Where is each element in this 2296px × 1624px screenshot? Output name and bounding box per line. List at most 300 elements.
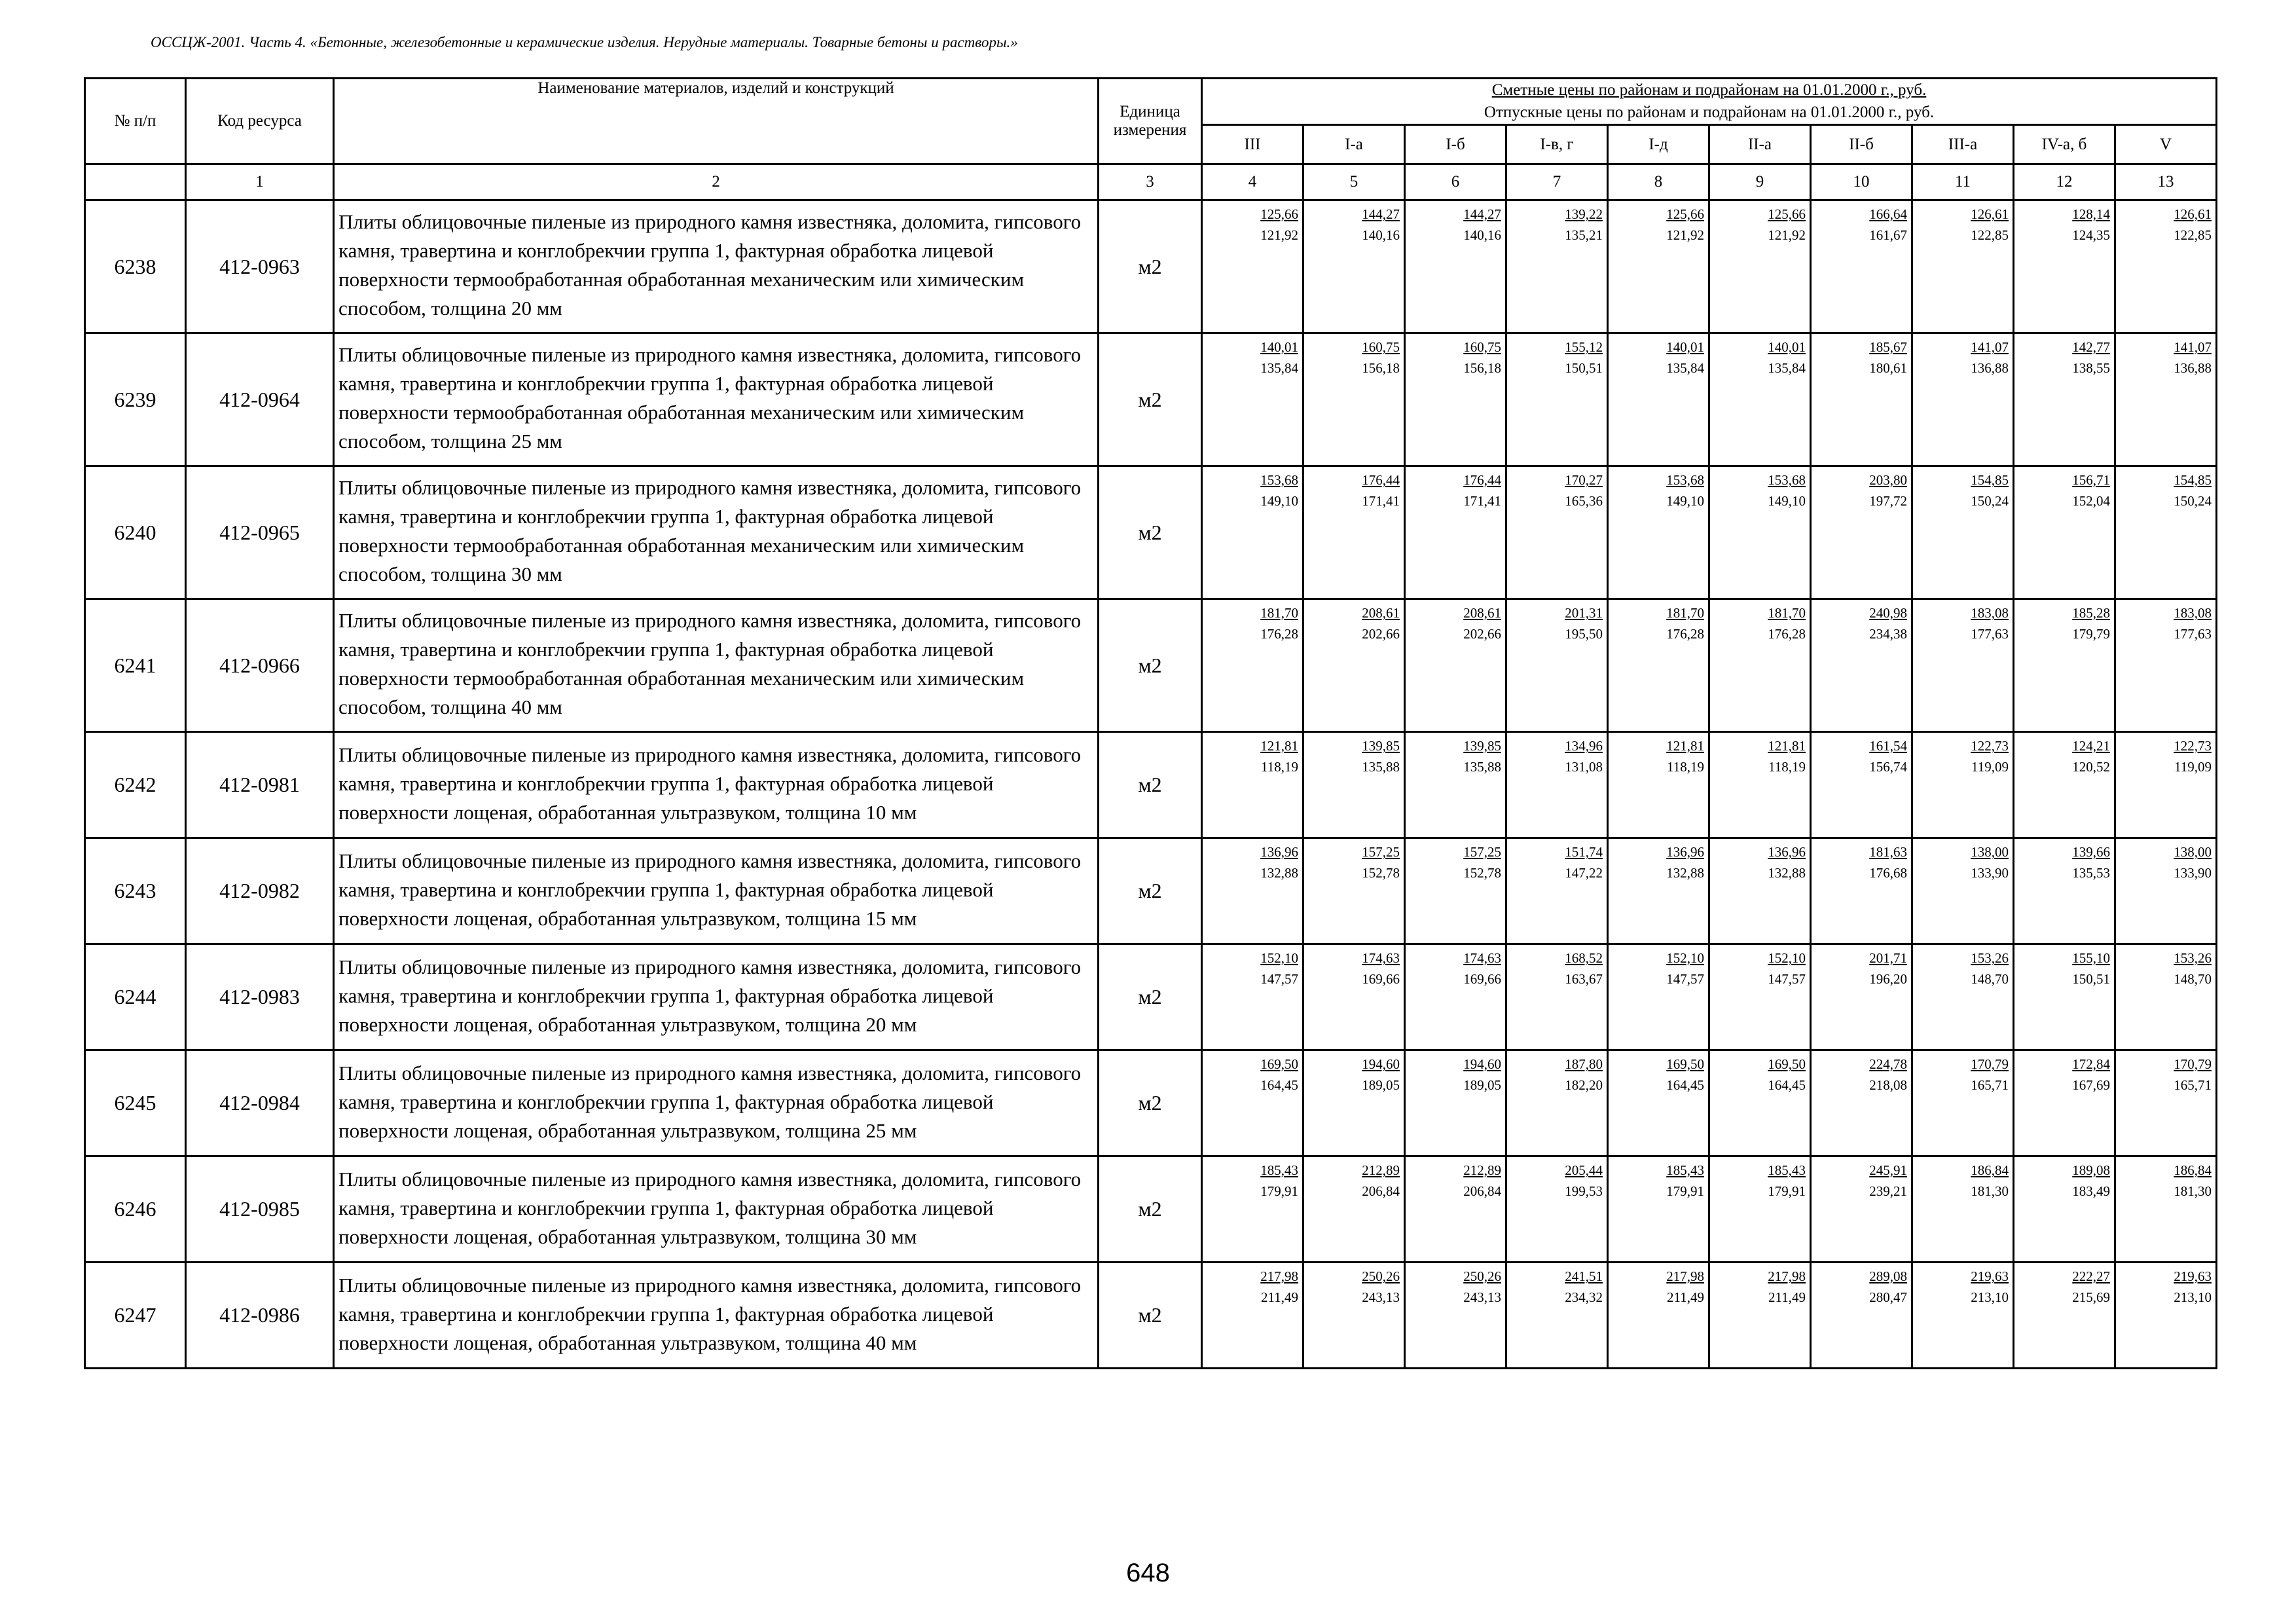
wholesale-price: 211,49 xyxy=(1261,1289,1298,1305)
wholesale-price: 156,18 xyxy=(1362,360,1400,376)
price-cell xyxy=(1912,599,2014,732)
wholesale-price: 176,28 xyxy=(1260,626,1298,642)
estimate-price: 203,80 xyxy=(1869,472,1907,488)
estimate-price: 144,27 xyxy=(1463,206,1501,222)
estimate-price: 134,96 xyxy=(1565,738,1603,754)
estimate-price: 217,98 xyxy=(1768,1268,1806,1284)
price-cell xyxy=(1405,1050,1506,1156)
material-name: Плиты облицовочные пиленые из природного камня известняка, доломита, гипсового камня, травертина и конглобрекчии группа 1, фактурная обработка лицевой поверхности термообработанная обработанная механическим или химическим способом, толщина 20 мм xyxy=(334,200,1099,333)
wholesale-price: 197,72 xyxy=(1869,493,1907,509)
wholesale-price: 176,28 xyxy=(1666,626,1704,642)
estimate-price: 183,08 xyxy=(1971,605,2009,621)
price-cell xyxy=(1303,1050,1405,1156)
price-cell xyxy=(2115,1156,2217,1263)
price-cell xyxy=(2115,200,2217,333)
wholesale-price: 131,08 xyxy=(1565,759,1603,775)
price-cell xyxy=(1912,1263,2014,1369)
price-cell xyxy=(1202,200,1303,333)
price-cell xyxy=(1811,599,1912,732)
price-cell xyxy=(1506,1156,1608,1263)
wholesale-price: 176,28 xyxy=(1768,626,1806,642)
price-cell xyxy=(2014,333,2115,466)
region-header: III xyxy=(1202,125,1303,164)
estimate-price: 201,71 xyxy=(1869,950,1907,966)
wholesale-price: 140,16 xyxy=(1362,227,1400,243)
table-row xyxy=(85,838,2217,944)
price-cell xyxy=(1303,838,1405,944)
wholesale-price: 189,05 xyxy=(1463,1077,1501,1093)
estimate-price: 157,25 xyxy=(1362,844,1400,860)
region-header: III-а xyxy=(1912,125,2014,164)
unit-of-measure: м2 xyxy=(1099,1156,1202,1263)
price-cell xyxy=(1405,333,1506,466)
column-index: 4 xyxy=(1202,164,1303,200)
wholesale-price: 211,49 xyxy=(1768,1289,1806,1305)
wholesale-price: 199,53 xyxy=(1565,1183,1603,1199)
price-cell xyxy=(1811,333,1912,466)
unit-of-measure: м2 xyxy=(1099,732,1202,838)
region-header: IV-а, б xyxy=(2014,125,2115,164)
estimate-price: 170,79 xyxy=(1971,1056,2009,1072)
price-cell xyxy=(1303,333,1405,466)
price-cell xyxy=(1608,838,1709,944)
wholesale-price: 133,90 xyxy=(1971,865,2009,881)
resource-code: 412-0984 xyxy=(186,1050,334,1156)
estimate-price: 170,79 xyxy=(2174,1056,2212,1072)
wholesale-price: 133,90 xyxy=(2174,865,2212,881)
price-cell xyxy=(1202,838,1303,944)
wholesale-price: 182,20 xyxy=(1565,1077,1603,1093)
col-header-code: Код ресурса xyxy=(186,79,334,164)
price-cell xyxy=(1811,466,1912,599)
unit-of-measure: м2 xyxy=(1099,333,1202,466)
wholesale-price: 215,69 xyxy=(2072,1289,2110,1305)
price-cell xyxy=(1709,466,1811,599)
region-header: II-б xyxy=(1811,125,1912,164)
price-cell xyxy=(1608,1050,1709,1156)
price-cell xyxy=(1405,599,1506,732)
estimate-price: 141,07 xyxy=(2174,339,2212,355)
page-number: 648 xyxy=(1126,1559,1170,1587)
price-cell xyxy=(1811,732,1912,838)
estimate-price: 155,10 xyxy=(2072,950,2110,966)
estimate-price: 222,27 xyxy=(2072,1268,2110,1284)
wholesale-price: 218,08 xyxy=(1869,1077,1907,1093)
wholesale-price: 202,66 xyxy=(1362,626,1400,642)
price-cell xyxy=(2115,333,2217,466)
wholesale-price: 118,19 xyxy=(1768,759,1806,775)
wholesale-price: 150,51 xyxy=(1565,360,1603,376)
region-header: I-а xyxy=(1303,125,1405,164)
estimate-price: 245,91 xyxy=(1869,1162,1907,1178)
row-number: 6242 xyxy=(85,732,186,838)
estimate-price: 194,60 xyxy=(1463,1056,1501,1072)
estimate-price: 125,66 xyxy=(1666,206,1704,222)
table-row xyxy=(85,1156,2217,1263)
estimate-price: 139,85 xyxy=(1463,738,1501,754)
column-index: 6 xyxy=(1405,164,1506,200)
wholesale-price: 135,84 xyxy=(1666,360,1704,376)
price-cell xyxy=(1912,732,2014,838)
wholesale-price: 179,79 xyxy=(2072,626,2110,642)
price-cell xyxy=(1303,1156,1405,1263)
wholesale-price: 132,88 xyxy=(1260,865,1298,881)
price-cell xyxy=(2014,944,2115,1050)
unit-of-measure: м2 xyxy=(1099,599,1202,732)
price-cell xyxy=(2014,599,2115,732)
price-cell xyxy=(1202,599,1303,732)
estimate-price: 181,70 xyxy=(1768,605,1806,621)
estimate-price: 205,44 xyxy=(1565,1162,1603,1178)
row-number: 6244 xyxy=(85,944,186,1050)
price-cell xyxy=(2115,1050,2217,1156)
estimate-price: 212,89 xyxy=(1463,1162,1501,1178)
wholesale-price: 181,30 xyxy=(1971,1183,2009,1199)
column-index: 13 xyxy=(2115,164,2217,200)
price-cell xyxy=(1303,200,1405,333)
wholesale-price: 189,05 xyxy=(1362,1077,1400,1093)
estimate-price: 181,70 xyxy=(1260,605,1298,621)
material-name: Плиты облицовочные пиленые из природного камня известняка, доломита, гипсового камня, травертина и конглобрекчии группа 1, фактурная обработка лицевой поверхности термообработанная обработанная механическим или химическим способом, толщина 40 мм xyxy=(334,599,1099,732)
resource-code: 412-0985 xyxy=(186,1156,334,1263)
estimate-price: 121,81 xyxy=(1666,738,1704,754)
wholesale-price: 150,24 xyxy=(2174,493,2212,509)
estimate-price: 125,66 xyxy=(1260,206,1298,222)
estimate-price: 139,22 xyxy=(1565,206,1603,222)
estimate-price: 185,43 xyxy=(1768,1162,1806,1178)
price-cell xyxy=(1709,200,1811,333)
resource-code: 412-0965 xyxy=(186,466,334,599)
price-cell xyxy=(1608,466,1709,599)
estimate-price: 141,07 xyxy=(1971,339,2009,355)
resource-code: 412-0963 xyxy=(186,200,334,333)
wholesale-price: 171,41 xyxy=(1463,493,1501,509)
price-cell xyxy=(1506,838,1608,944)
estimate-price: 217,98 xyxy=(1260,1268,1298,1284)
estimate-price: 185,28 xyxy=(2072,605,2110,621)
estimate-price: 176,44 xyxy=(1362,472,1400,488)
table-row xyxy=(85,466,2217,599)
column-index: 10 xyxy=(1811,164,1912,200)
wholesale-price: 119,09 xyxy=(2174,759,2212,775)
price-cell xyxy=(1608,333,1709,466)
row-number: 6239 xyxy=(85,333,186,466)
estimate-price: 183,08 xyxy=(2174,605,2212,621)
table-body xyxy=(85,200,2217,1369)
estimate-price: 219,63 xyxy=(2174,1268,2212,1284)
estimate-price: 152,10 xyxy=(1260,950,1298,966)
estimate-price: 121,81 xyxy=(1768,738,1806,754)
estimate-price: 160,75 xyxy=(1362,339,1400,355)
resource-code: 412-0981 xyxy=(186,732,334,838)
row-number: 6245 xyxy=(85,1050,186,1156)
estimate-price: 155,12 xyxy=(1565,339,1603,355)
resource-code: 412-0966 xyxy=(186,599,334,732)
wholesale-price: 169,66 xyxy=(1463,971,1501,987)
price-cell xyxy=(1811,838,1912,944)
estimate-price: 153,68 xyxy=(1768,472,1806,488)
unit-of-measure: м2 xyxy=(1099,1050,1202,1156)
estimate-price: 125,66 xyxy=(1768,206,1806,222)
column-index: 7 xyxy=(1506,164,1608,200)
price-cell xyxy=(1506,1050,1608,1156)
price-cell xyxy=(1811,200,1912,333)
wholesale-price: 138,55 xyxy=(2072,360,2110,376)
estimate-price: 250,26 xyxy=(1362,1268,1400,1284)
wholesale-price: 177,63 xyxy=(2174,626,2212,642)
unit-of-measure: м2 xyxy=(1099,200,1202,333)
wholesale-price: 280,47 xyxy=(1869,1289,1907,1305)
wholesale-price: 169,66 xyxy=(1362,971,1400,987)
estimate-price: 152,10 xyxy=(1768,950,1806,966)
estimate-price: 169,50 xyxy=(1666,1056,1704,1072)
price-cell xyxy=(2115,466,2217,599)
region-header: I-д xyxy=(1608,125,1709,164)
column-index: 2 xyxy=(334,164,1099,200)
estimate-price: 154,85 xyxy=(1971,472,2009,488)
price-cell xyxy=(1709,333,1811,466)
wholesale-price: 243,13 xyxy=(1463,1289,1501,1305)
estimate-price: 126,61 xyxy=(1971,206,2009,222)
column-index: 12 xyxy=(2014,164,2115,200)
column-index: 8 xyxy=(1608,164,1709,200)
price-cell xyxy=(1811,1263,1912,1369)
row-number: 6238 xyxy=(85,200,186,333)
estimate-price: 139,85 xyxy=(1362,738,1400,754)
wholesale-price: 239,21 xyxy=(1869,1183,1907,1199)
row-number: 6246 xyxy=(85,1156,186,1263)
wholesale-price: 164,45 xyxy=(1768,1077,1806,1093)
price-cell xyxy=(1405,838,1506,944)
wholesale-price: 171,41 xyxy=(1362,493,1400,509)
wholesale-price: 179,91 xyxy=(1768,1183,1806,1199)
wholesale-price: 152,78 xyxy=(1362,865,1400,881)
wholesale-price: 148,70 xyxy=(1971,971,2009,987)
price-cell xyxy=(1405,466,1506,599)
row-number: 6241 xyxy=(85,599,186,732)
estimate-price: 217,98 xyxy=(1666,1268,1704,1284)
wholesale-price: 149,10 xyxy=(1666,493,1704,509)
price-cell xyxy=(1506,200,1608,333)
estimate-price: 136,96 xyxy=(1260,844,1298,860)
wholesale-price: 121,92 xyxy=(1768,227,1806,243)
price-cell xyxy=(1709,944,1811,1050)
wholesale-price: 140,16 xyxy=(1463,227,1501,243)
price-cell xyxy=(1811,944,1912,1050)
wholesale-price: 118,19 xyxy=(1667,759,1704,775)
estimate-price: 140,01 xyxy=(1768,339,1806,355)
column-index: 9 xyxy=(1709,164,1811,200)
price-cell xyxy=(2115,838,2217,944)
wholesale-price: 135,84 xyxy=(1260,360,1298,376)
material-name: Плиты облицовочные пиленые из природного камня известняка, доломита, гипсового камня, травертина и конглобрекчии группа 1, фактурная обработка лицевой поверхности лощеная, обработанная ультразвуком, толщина 20 мм xyxy=(334,944,1099,1050)
unit-of-measure: м2 xyxy=(1099,1263,1202,1369)
wholesale-price: 118,19 xyxy=(1261,759,1298,775)
price-cell xyxy=(1405,1156,1506,1263)
price-cell xyxy=(2115,599,2217,732)
price-cell xyxy=(1912,333,2014,466)
estimate-price: 185,43 xyxy=(1260,1162,1298,1178)
estimate-price: 289,08 xyxy=(1869,1268,1907,1284)
wholesale-price: 135,84 xyxy=(1768,360,1806,376)
wholesale-price: 179,91 xyxy=(1260,1183,1298,1199)
wholesale-price: 132,88 xyxy=(1666,865,1704,881)
wholesale-price: 195,50 xyxy=(1565,626,1603,642)
wholesale-price: 164,45 xyxy=(1666,1077,1704,1093)
price-cell xyxy=(1303,732,1405,838)
price-header-wholesale: Отпускные цены по районам и подрайонам на 01.01.2000 г., руб. xyxy=(1484,103,1935,121)
wholesale-price: 136,88 xyxy=(2174,360,2212,376)
price-cell xyxy=(1912,200,2014,333)
price-cell xyxy=(2014,1050,2115,1156)
region-header: I-в, г xyxy=(1506,125,1608,164)
estimate-price: 157,25 xyxy=(1463,844,1501,860)
price-cell xyxy=(1709,599,1811,732)
col-header-unit: Единица измерения xyxy=(1099,79,1202,164)
unit-of-measure: м2 xyxy=(1099,838,1202,944)
estimate-price: 185,43 xyxy=(1666,1162,1704,1178)
estimate-price: 126,61 xyxy=(2174,206,2212,222)
estimate-price: 176,44 xyxy=(1463,472,1501,488)
wholesale-price: 196,20 xyxy=(1869,971,1907,987)
price-cell xyxy=(2014,1263,2115,1369)
price-cell xyxy=(1811,1050,1912,1156)
estimate-price: 153,68 xyxy=(1260,472,1298,488)
wholesale-price: 165,71 xyxy=(2174,1077,2212,1093)
wholesale-price: 202,66 xyxy=(1463,626,1501,642)
wholesale-price: 243,13 xyxy=(1362,1289,1400,1305)
price-cell xyxy=(1506,599,1608,732)
wholesale-price: 147,57 xyxy=(1768,971,1806,987)
wholesale-price: 183,49 xyxy=(2072,1183,2110,1199)
price-cell xyxy=(1506,466,1608,599)
estimate-price: 138,00 xyxy=(2174,844,2212,860)
resource-code: 412-0982 xyxy=(186,838,334,944)
estimate-price: 153,26 xyxy=(2174,950,2212,966)
wholesale-price: 135,88 xyxy=(1362,759,1400,775)
wholesale-price: 135,21 xyxy=(1565,227,1603,243)
price-cell xyxy=(2014,838,2115,944)
price-cell xyxy=(1202,732,1303,838)
estimate-price: 219,63 xyxy=(1971,1268,2009,1284)
resource-code: 412-0986 xyxy=(186,1263,334,1369)
wholesale-price: 119,09 xyxy=(1971,759,2009,775)
col-header-prices xyxy=(1202,79,2217,125)
estimate-price: 153,26 xyxy=(1971,950,2009,966)
estimate-price: 144,27 xyxy=(1362,206,1400,222)
price-cell xyxy=(1608,599,1709,732)
estimate-price: 139,66 xyxy=(2072,844,2110,860)
wholesale-price: 132,88 xyxy=(1768,865,1806,881)
wholesale-price: 206,84 xyxy=(1362,1183,1400,1199)
price-cell xyxy=(1202,944,1303,1050)
estimate-price: 174,63 xyxy=(1362,950,1400,966)
wholesale-price: 213,10 xyxy=(2174,1289,2212,1305)
price-cell xyxy=(1506,1263,1608,1369)
price-cell xyxy=(1303,1263,1405,1369)
wholesale-price: 165,36 xyxy=(1565,493,1603,509)
estimate-price: 151,74 xyxy=(1565,844,1603,860)
table-row xyxy=(85,1050,2217,1156)
material-name: Плиты облицовочные пиленые из природного камня известняка, доломита, гипсового камня, травертина и конглобрекчии группа 1, фактурная обработка лицевой поверхности лощеная, обработанная ультразвуком, толщина 15 мм xyxy=(334,838,1099,944)
price-table xyxy=(84,77,2217,1369)
wholesale-price: 152,78 xyxy=(1463,865,1501,881)
estimate-price: 124,21 xyxy=(2072,738,2110,754)
column-index: 3 xyxy=(1099,164,1202,200)
estimate-price: 169,50 xyxy=(1768,1056,1806,1072)
material-name: Плиты облицовочные пиленые из природного камня известняка, доломита, гипсового камня, травертина и конглобрекчии группа 1, фактурная обработка лицевой поверхности термообработанная обработанная механическим или химическим способом, толщина 30 мм xyxy=(334,466,1099,599)
column-index-blank xyxy=(85,164,186,200)
estimate-price: 122,73 xyxy=(1971,738,2009,754)
price-cell xyxy=(1912,838,2014,944)
price-cell xyxy=(1608,732,1709,838)
estimate-price: 153,68 xyxy=(1666,472,1704,488)
price-cell xyxy=(1709,1050,1811,1156)
price-cell xyxy=(1506,732,1608,838)
estimate-price: 156,71 xyxy=(2072,472,2110,488)
estimate-price: 181,70 xyxy=(1666,605,1704,621)
price-cell xyxy=(2115,944,2217,1050)
price-cell xyxy=(1506,333,1608,466)
price-cell xyxy=(1506,944,1608,1050)
estimate-price: 138,00 xyxy=(1971,844,2009,860)
price-cell xyxy=(1912,466,2014,599)
price-cell xyxy=(2115,1263,2217,1369)
wholesale-price: 122,85 xyxy=(1971,227,2009,243)
estimate-price: 169,50 xyxy=(1260,1056,1298,1072)
price-cell xyxy=(1912,944,2014,1050)
price-cell xyxy=(2014,1156,2115,1263)
wholesale-price: 149,10 xyxy=(1768,493,1806,509)
table-row xyxy=(85,1263,2217,1369)
price-cell xyxy=(1405,732,1506,838)
wholesale-price: 147,57 xyxy=(1260,971,1298,987)
wholesale-price: 167,69 xyxy=(2072,1077,2110,1093)
price-cell xyxy=(1608,944,1709,1050)
price-cell xyxy=(1811,1156,1912,1263)
wholesale-price: 148,70 xyxy=(2174,971,2212,987)
wholesale-price: 211,49 xyxy=(1667,1289,1704,1305)
estimate-price: 140,01 xyxy=(1666,339,1704,355)
material-name: Плиты облицовочные пиленые из природного камня известняка, доломита, гипсового камня, травертина и конглобрекчии группа 1, фактурная обработка лицевой поверхности термообработанная обработанная механическим или химическим способом, толщина 25 мм xyxy=(334,333,1099,466)
wholesale-price: 213,10 xyxy=(1971,1289,2009,1305)
table-row xyxy=(85,599,2217,732)
estimate-price: 241,51 xyxy=(1565,1268,1603,1284)
wholesale-price: 177,63 xyxy=(1971,626,2009,642)
estimate-price: 208,61 xyxy=(1463,605,1501,621)
estimate-price: 208,61 xyxy=(1362,605,1400,621)
column-index: 1 xyxy=(186,164,334,200)
wholesale-price: 179,91 xyxy=(1666,1183,1704,1199)
price-cell xyxy=(1709,732,1811,838)
price-cell xyxy=(1912,1156,2014,1263)
wholesale-price: 150,51 xyxy=(2072,971,2110,987)
price-cell xyxy=(1202,466,1303,599)
price-cell xyxy=(1202,1050,1303,1156)
wholesale-price: 180,61 xyxy=(1869,360,1907,376)
col-header-num: № п/п xyxy=(85,79,186,164)
price-cell xyxy=(1608,1263,1709,1369)
wholesale-price: 150,24 xyxy=(1971,493,2009,509)
estimate-price: 186,84 xyxy=(2174,1162,2212,1178)
price-cell xyxy=(1405,200,1506,333)
wholesale-price: 164,45 xyxy=(1260,1077,1298,1093)
estimate-price: 166,64 xyxy=(1869,206,1907,222)
resource-code: 412-0983 xyxy=(186,944,334,1050)
price-cell xyxy=(1608,200,1709,333)
estimate-price: 201,31 xyxy=(1565,605,1603,621)
price-cell xyxy=(1912,1050,2014,1156)
